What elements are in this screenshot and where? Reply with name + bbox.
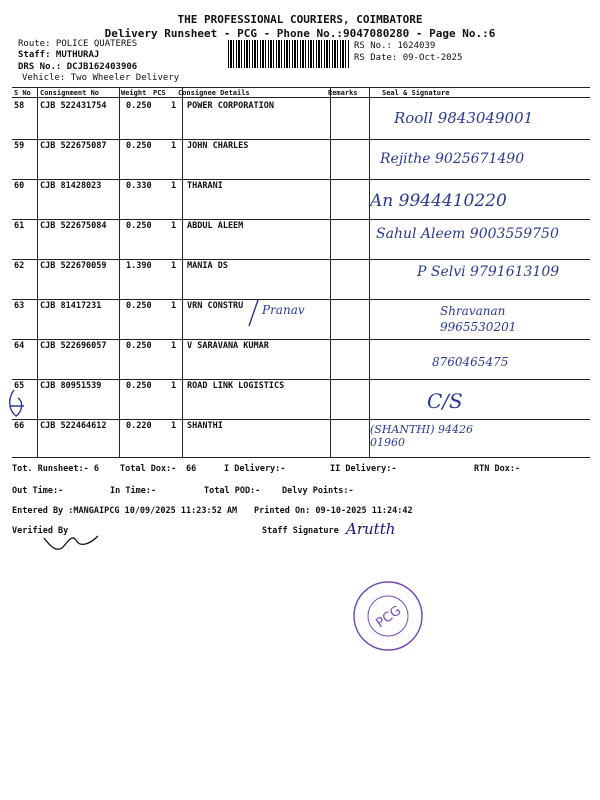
row-consignee: SHANTHI bbox=[187, 421, 223, 431]
row-weight: 0.250 bbox=[126, 381, 152, 391]
row-signature: Rejithe 9025671490 bbox=[380, 151, 525, 167]
row-sno: 58 bbox=[14, 101, 25, 111]
i-delivery: I Delivery:- bbox=[224, 464, 286, 474]
row-sno: 64 bbox=[14, 341, 25, 351]
row-signature: P Selvi 9791613109 bbox=[417, 264, 560, 280]
row-pcs: 1 bbox=[171, 141, 177, 151]
row-pcs: 1 bbox=[171, 181, 177, 191]
staff-signature: Arutth bbox=[346, 520, 396, 538]
runsheet-subtitle: Delivery Runsheet - PCG - Phone No.:9047080280 - Page No.:6 bbox=[104, 27, 496, 40]
col-seal: Seal & Signature bbox=[382, 89, 450, 97]
row-sno: 65 bbox=[14, 381, 25, 391]
row-weight: 0.250 bbox=[126, 101, 152, 111]
row-pcs: 1 bbox=[171, 421, 177, 431]
row-weight: 0.220 bbox=[126, 421, 152, 431]
row-weight: 0.250 bbox=[126, 341, 152, 351]
row-remark: Pranav bbox=[262, 303, 305, 317]
rtn-dox: RTN Dox:- bbox=[474, 464, 521, 474]
pcg-stamp bbox=[350, 578, 426, 654]
staff-text: Staff: MUTHURAJ bbox=[18, 50, 100, 60]
stamp-text: PCG bbox=[373, 603, 405, 632]
row-sno: 62 bbox=[14, 261, 25, 271]
route-text: Route: POLICE QUATERES bbox=[18, 39, 138, 49]
row-signature: (SHANTHI) 94426 01960 bbox=[370, 423, 474, 449]
row-consignment: CJB 522675084 bbox=[40, 221, 107, 231]
row-consignment: CJB 522696057 bbox=[40, 341, 107, 351]
printed-on: Printed On: 09-10-2025 11:24:42 bbox=[254, 506, 413, 516]
ii-delivery: II Delivery:- bbox=[330, 464, 397, 474]
staff-signature-label: Staff Signature bbox=[262, 526, 339, 536]
row-pcs: 1 bbox=[171, 221, 177, 231]
barcode-image bbox=[228, 40, 350, 68]
total-dox-value: 66 bbox=[186, 464, 197, 474]
check-mark-icon bbox=[6, 388, 28, 420]
verified-by: Verified By bbox=[12, 526, 69, 536]
row-weight: 0.250 bbox=[126, 221, 152, 231]
col-sno: S No bbox=[14, 89, 31, 97]
in-time: In Time:- bbox=[110, 486, 157, 496]
row-sno: 66 bbox=[14, 421, 25, 431]
row-consignment: CJB 522464612 bbox=[40, 421, 107, 431]
runsheet-table bbox=[12, 87, 590, 457]
col-remarks: Remarks bbox=[328, 89, 358, 97]
entered-by: Entered By :MANGAIPCG 10/09/2025 11:23:52 AM bbox=[12, 506, 238, 516]
out-time: Out Time:- bbox=[12, 486, 64, 496]
row-pcs: 1 bbox=[171, 261, 177, 271]
col-consignee: Consignee Details bbox=[178, 89, 250, 97]
row-consignment: CJB 81417231 bbox=[40, 301, 102, 311]
row-signature: Shravanan 9965530201 bbox=[440, 304, 517, 334]
rs-no-text: RS No.: 1624039 bbox=[354, 41, 436, 51]
row-pcs: 1 bbox=[171, 101, 177, 111]
row-signature: C/S bbox=[427, 389, 463, 413]
col-consignment: Consignment No bbox=[40, 89, 100, 97]
row-signature: An 9944410220 bbox=[370, 191, 507, 211]
row-weight: 0.250 bbox=[126, 141, 152, 151]
row-signature: Rooll 9843049001 bbox=[394, 109, 534, 127]
row-sno: 60 bbox=[14, 181, 25, 191]
row-consignment: CJB 80951539 bbox=[40, 381, 102, 391]
row-sno: 63 bbox=[14, 301, 25, 311]
row-sno: 59 bbox=[14, 141, 25, 151]
row-consignee: V SARAVANA KUMAR bbox=[187, 341, 269, 351]
row-weight: 0.250 bbox=[126, 301, 152, 311]
row-consignee: JOHN CHARLES bbox=[187, 141, 249, 151]
row-pcs: 1 bbox=[171, 381, 177, 391]
col-weight: Weight bbox=[121, 89, 147, 97]
row-consignment: CJB 81428023 bbox=[40, 181, 102, 191]
rs-date-text: RS Date: 09-Oct-2025 bbox=[354, 53, 463, 63]
drs-text: DRS No.: DCJB162403906 bbox=[18, 62, 138, 72]
tot-runsheet: Tot. Runsheet:- 6 bbox=[12, 464, 99, 474]
verifier-signature-icon bbox=[40, 530, 102, 554]
delvy-points: Delvy Points:- bbox=[282, 486, 354, 496]
row-consignee: ROAD LINK LOGISTICS bbox=[187, 381, 285, 391]
row-weight: 0.330 bbox=[126, 181, 152, 191]
row-consignee: MANIA DS bbox=[187, 261, 228, 271]
row-signature: Sahul Aleem 9003559750 bbox=[376, 226, 559, 242]
row-signature: 8760465475 bbox=[432, 355, 509, 369]
vehicle-text: Vehicle: Two Wheeler Delivery bbox=[22, 73, 180, 83]
row-consignee: THARANI bbox=[187, 181, 223, 191]
slash-mark-icon bbox=[246, 298, 260, 328]
row-sno: 61 bbox=[14, 221, 25, 231]
row-consignee: ABDUL ALEEM bbox=[187, 221, 244, 231]
row-consignee: VRN CONSTRU bbox=[187, 301, 244, 311]
total-dox-label: Total Dox:- bbox=[120, 464, 177, 474]
row-pcs: 1 bbox=[171, 341, 177, 351]
row-consignment: CJB 522670059 bbox=[40, 261, 107, 271]
row-consignee: POWER CORPORATION bbox=[187, 101, 274, 111]
total-pod: Total POD:- bbox=[204, 486, 261, 496]
col-pcs: PCS bbox=[153, 89, 166, 97]
row-pcs: 1 bbox=[171, 301, 177, 311]
row-consignment: CJB 522675087 bbox=[40, 141, 107, 151]
row-consignment: CJB 522431754 bbox=[40, 101, 107, 111]
row-weight: 1.390 bbox=[126, 261, 152, 271]
company-title: THE PROFESSIONAL COURIERS, COIMBATORE bbox=[177, 13, 423, 26]
